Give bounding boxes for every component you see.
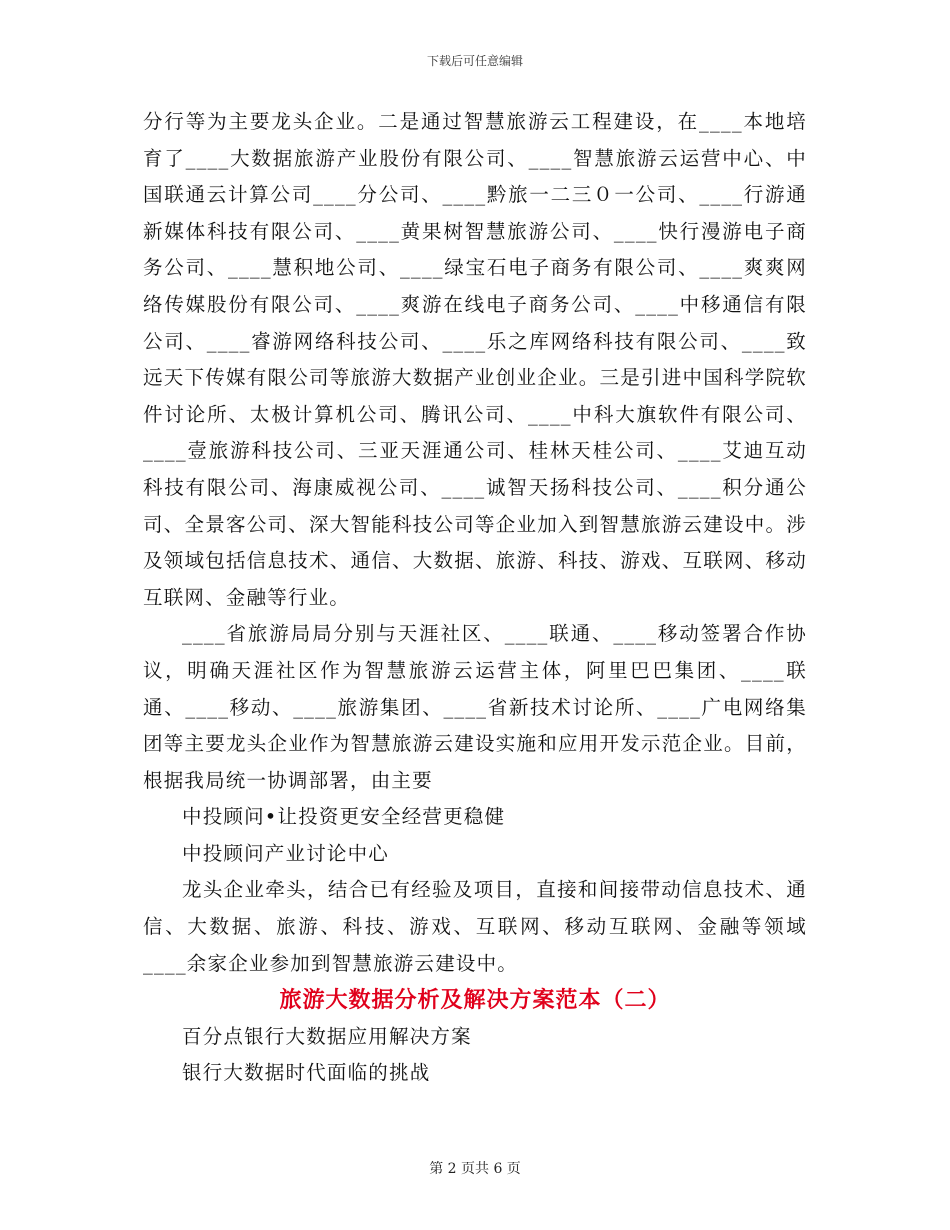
page-footer: 第 2 页共 6 页 xyxy=(429,1161,521,1177)
paragraph: 银行大数据时代面临的挑战 xyxy=(182,1061,431,1085)
page-header: 下载后可任意编辑 xyxy=(426,54,523,68)
paragraph: 百分点银行大数据应用解决方案 xyxy=(182,1024,472,1048)
paragraph: ____省旅游局局分别与天涯社区、____联通、____移动签署合作协议，明确天涯社区作为智慧旅游云运营主体，阿里巴巴集团、____联通、____移动、____旅游集团、____省新技术讨论所、____广电网络集团等主要龙头企业作为智慧旅游云建设实施和应用开发示范企业。目前，根据我局统一协调部署，由主要 xyxy=(143,622,807,792)
document-body xyxy=(143,104,807,1092)
section-heading: 旅游大数据分析及解决方案范本（二） xyxy=(279,987,671,1014)
paragraph: 分行等为主要龙头企业。二是通过智慧旅游云工程建设，在____本地培育了____大数据旅游产业股份有限公司、____智慧旅游云运营中心、中国联通云计算公司____分公司、____黔旅一二三０一公司、____行游通新媒体科技有限公司、____黄果树智慧旅游公司、____快行漫游电子商务公司、____慧积地公司、____绿宝石电子商务有限公司、____爽爽网络传媒股份有限公司、____爽游在线电子商务公司、____中移通信有限公司、____睿游网络科技公司、____乐之库网络科技有限公司、____致远天下传媒有限公司等旅游大数据产业创业企业。三是引进中国科学院软件讨论所、太极计算机公司、腾讯公司、____中科大旗软件有限公司、____壹旅游科技公司、三亚天涯通公司、桂林天桂公司、____艾迪互动科技有限公司、海康威视公司、____诚智天扬科技公司、____积分通公司、全景客公司、深大智能科技公司等企业加入到智慧旅游云建设中。涉及领域包括信息技术、通信、大数据、旅游、科技、游戏、互联网、移动互联网、金融等行业。 xyxy=(143,110,807,609)
paragraph: 龙头企业牵头，结合已有经验及项目，直接和间接带动信息技术、通信、大数据、旅游、科技、游戏、互联网、移动互联网、金融等领域____余家企业参加到智慧旅游云建设中。 xyxy=(143,878,807,975)
paragraph: 中投顾问产业讨论中心 xyxy=(182,841,390,865)
paragraph: 中投顾问•让投资更安全经营更稳健 xyxy=(182,805,506,829)
